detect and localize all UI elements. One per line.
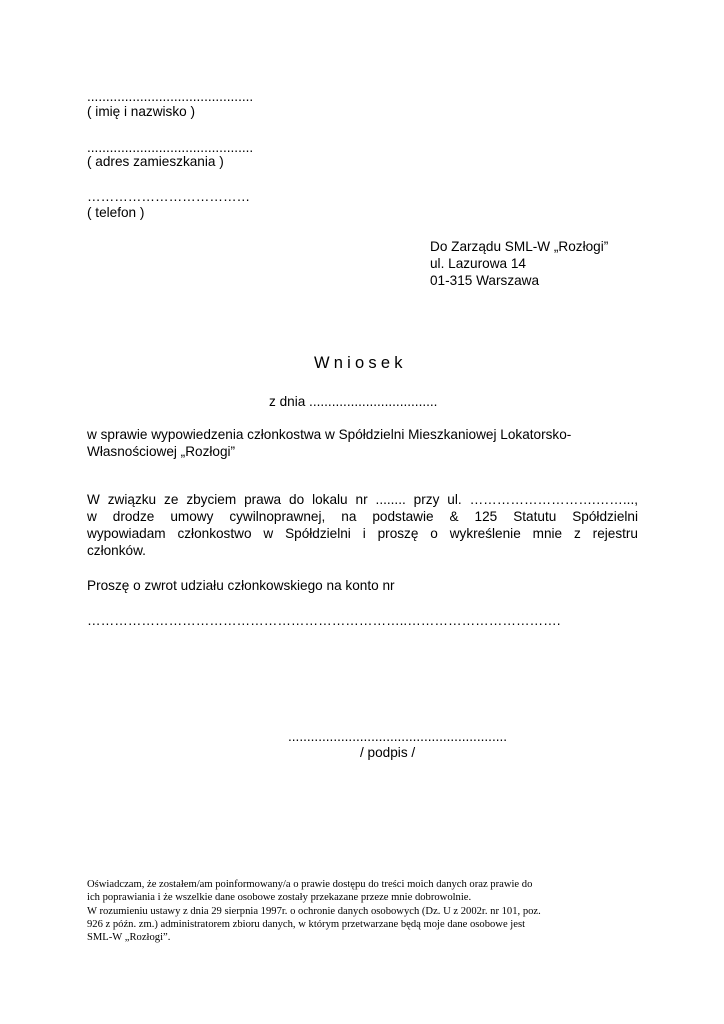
footer-line-4: 926 z późn. zm.) administratorem zbioru danych, w którym przetwarzane będą moje dane osobowe jest — [87, 918, 526, 930]
footer-line-2: ich poprawiania i że wszelkie dane osobowe zostały przekazane przeze mnie dobrowolnie. — [87, 892, 472, 904]
footer-line-3: W rozumieniu ustawy z dnia 29 sierpnia 1997r. o ochronie danych osobowych (Dz. U z 2002r. nr 101, poz. — [87, 905, 541, 917]
recipient-line-2: ul. Lazurowa 14 — [430, 256, 526, 271]
account-number-dots: ……………………………………………………………..……………………………. — [87, 613, 561, 628]
body-line-4: członków. — [87, 543, 146, 558]
body-paragraph — [87, 491, 638, 559]
refund-text: Proszę o zwrot udziału członkowskiego na konto nr — [87, 578, 395, 593]
phone-dots: ……………………………… — [87, 189, 251, 204]
address-dots: ............................................ — [87, 140, 254, 155]
footer-statement — [87, 878, 647, 944]
phone-label: ( telefon ) — [87, 205, 145, 220]
subject-line-2: Własnościowej „Rozłogi” — [87, 444, 236, 459]
signature-label: / podpis / — [360, 745, 416, 760]
date-line: z dnia .................................. — [269, 394, 438, 409]
address-label: ( adres zamieszkania ) — [87, 154, 224, 169]
body-line-3: wypowiadam członkostwo w Spółdzielni i proszę o wykreślenie mnie z rejestru — [87, 526, 638, 541]
footer-line-5: SML-W „Rozłogi”. — [87, 932, 171, 944]
footer-line-1: Oświadczam, że zostałem/am poinformowany/a o prawie dostępu do treści moich danych oraz prawie do — [87, 879, 533, 890]
body-line-1: W związku ze zbyciem prawa do lokalu nr ........ przy ul. ……………………….……..., — [87, 492, 638, 507]
body-line-2: w drodze umowy cywilnoprawnej, na podstawie & 125 Statutu Spółdzielni — [87, 509, 638, 524]
subject-line-1: w sprawie wypowiedzenia członkostwa w Spółdzielni Mieszkaniowej Lokatorsko- — [87, 427, 572, 442]
name-dots: ............................................ — [87, 89, 254, 104]
signature-dots: .......................................................... — [288, 729, 508, 744]
document-title: Wniosek — [314, 354, 407, 372]
recipient-line-3: 01-315 Warszawa — [430, 273, 540, 288]
recipient-line-1: Do Zarządu SML-W „Rozłogi” — [430, 239, 609, 254]
name-label: ( imię i nazwisko ) — [87, 104, 196, 119]
